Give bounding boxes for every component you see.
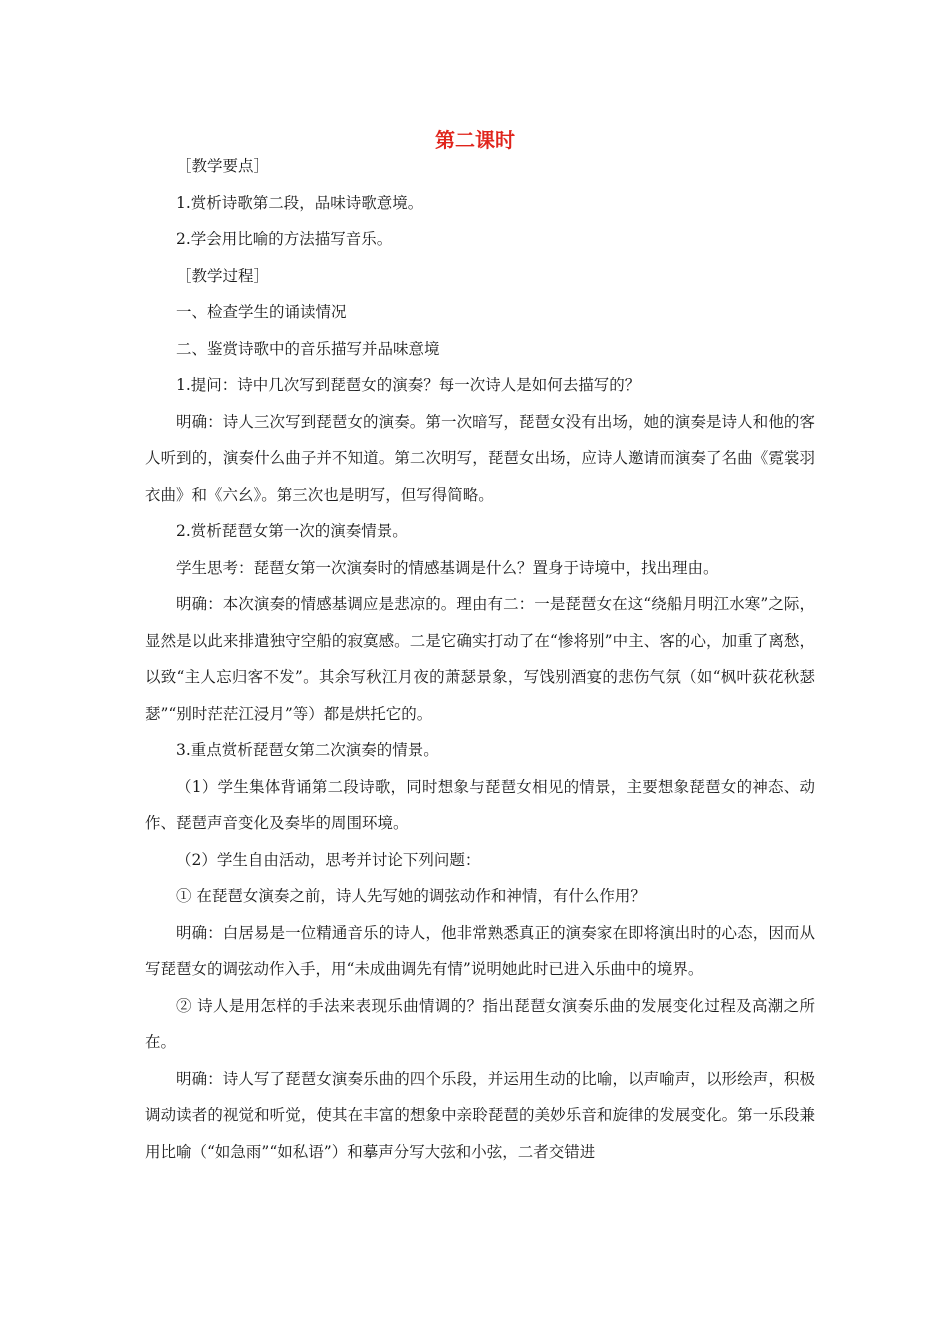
paragraph: ② 诗人是用怎样的手法来表现乐曲情调的？指出琵琶女演奏乐曲的发展变化过程及高潮之所在。 <box>145 996 815 1051</box>
paragraph: 明确：诗人写了琵琶女演奏乐曲的四个乐段，并运用生动的比喻，以声喻声，以形绘声，积极调动读者的视觉和听觉，使其在丰富的想象中亲聆琵琶的美妙乐音和旋律的发展变化。第一乐段兼用比喻（“如急雨”“如私语”）和摹声分写大弦和小弦，二者交错进 <box>145 1069 815 1161</box>
paragraph: 明确：本次演奏的情感基调应是悲凉的。理由有二：一是琵琶女在这“绕船月明江水寒”之际，显然是以此来排遣独守空船的寂寞感。二是它确实打动了在“惨将别”中主、客的心，加重了离愁，以致“主人忘归客不发”。其余写秋江月夜的萧瑟景象，写饯别酒宴的悲伤气氛（如“枫叶荻花秋瑟瑟”“别时茫茫江浸月”等）都是烘托它的。 <box>145 595 815 723</box>
paragraph: 明确：白居易是一位精通音乐的诗人，他非常熟悉真正的演奏家在即将演出时的心态，因而从写琵琶女的调弦动作入手，用“未成曲调先有情”说明她此时已进入乐曲中的境界。 <box>145 923 815 978</box>
paragraph: 二、鉴赏诗歌中的音乐描写并品味意境 <box>176 339 440 358</box>
paragraph: 3.重点赏析琵琶女第二次演奏的情景。 <box>176 741 439 759</box>
section-heading-teaching-points: ［教学要点］ <box>176 157 270 175</box>
paragraph: 2.学会用比喻的方法描写音乐。 <box>176 230 393 248</box>
paragraph: 一、检查学生的诵读情况 <box>176 303 347 321</box>
paragraph: 2.赏析琵琶女第一次的演奏情景。 <box>176 522 408 540</box>
paragraph: 学生思考：琵琶女第一次演奏时的情感基调是什么？置身于诗境中，找出理由。 <box>176 558 719 577</box>
section-heading-teaching-process: ［教学过程］ <box>176 266 270 285</box>
paragraph: 1.赏析诗歌第二段，品味诗歌意境。 <box>176 193 424 212</box>
page-title: 第二课时 <box>435 128 515 152</box>
paragraph: ① 在琵琶女演奏之前，诗人先写她的调弦动作和神情，有什么作用？ <box>176 887 646 905</box>
paragraph: （1）学生集体背诵第二段诗歌，同时想象与琵琶女相见的情景，主要想象琵琶女的神态、动作、琵琶声音变化及奏毕的周围环境。 <box>145 777 815 832</box>
paragraph: （2）学生自由活动，思考并讨论下列问题： <box>176 850 481 869</box>
document-body <box>145 148 815 1170</box>
paragraph: 明确：诗人三次写到琵琶女的演奏。第一次暗写，琵琶女没有出场，她的演奏是诗人和他的客人听到的，演奏什么曲子并不知道。第二次明写，琵琶女出场，应诗人邀请而演奏了名曲《霓裳羽衣曲》和《六幺》。第三次也是明写，但写得简略。 <box>145 412 815 504</box>
paragraph: 1.提问：诗中几次写到琵琶女的演奏？每一次诗人是如何去描写的？ <box>176 376 641 394</box>
